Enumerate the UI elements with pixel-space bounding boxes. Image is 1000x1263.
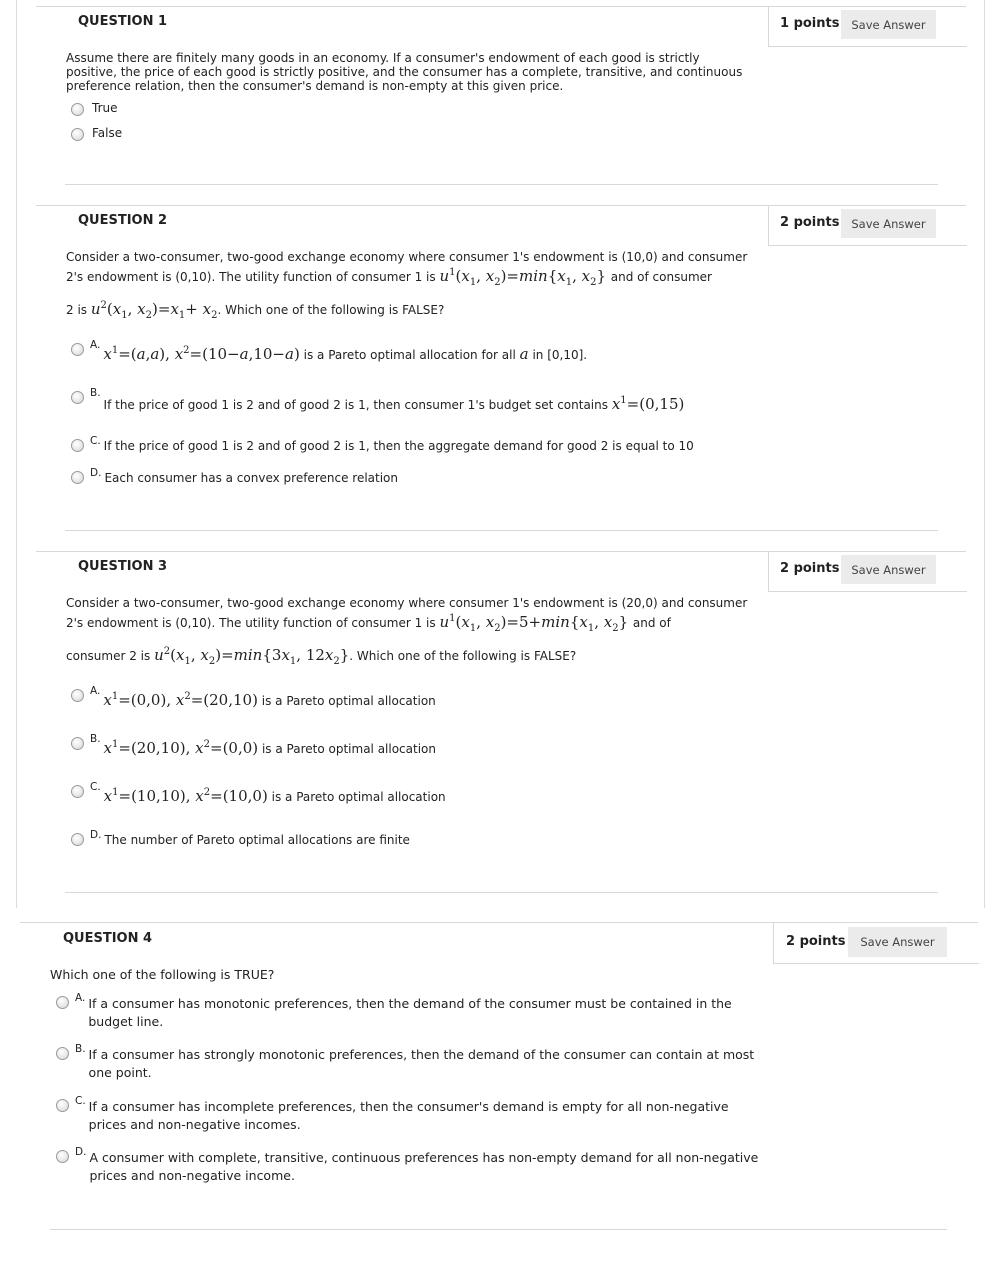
q3-text-line-3 — [66, 645, 576, 669]
radio-button[interactable] — [71, 343, 84, 356]
option-letter: B. — [75, 1043, 86, 1055]
q3-text-line-2 — [66, 612, 671, 636]
option-text — [104, 392, 685, 414]
option-letter: A. — [90, 685, 101, 697]
q3-optA-formula: $x^1=(0,0)$, $x^2=(20,10)$ — [103, 691, 258, 709]
option-label: is a Pareto optimal allocation for all — [303, 348, 516, 362]
right-frame-line — [984, 0, 985, 908]
option-letter: C. — [75, 1095, 86, 1107]
option-line: prices and non-negative incomes. — [88, 1117, 301, 1132]
q3-optB-formula: $x^1=(20,10)$, $x^2=(0,0)$ — [103, 739, 259, 757]
q1-option-false[interactable] — [71, 127, 122, 142]
q3-option-c[interactable] — [71, 781, 446, 806]
q3-text-part: . Which one of the following is FALSE? — [349, 649, 577, 663]
q2-save-answer-button[interactable]: Save Answer — [841, 209, 936, 238]
q2-option-c[interactable] — [71, 435, 694, 455]
q2-option-a[interactable] — [71, 339, 588, 364]
q3-text-part: 2's endowment is (0,10). The utility function of consumer 1 is — [66, 616, 436, 630]
q2-optB-formula: $x^1=(0,15)$ — [611, 395, 685, 413]
option-text — [89, 1046, 755, 1082]
q3-text-part: consumer 2 is — [66, 649, 151, 663]
q1-text-line: Assume there are finitely many goods in an economy. If a consumer's endowment of each good is strictly — [66, 51, 700, 65]
option-letter: D. — [90, 829, 102, 841]
q1-points: 1 points — [780, 16, 840, 31]
option-letter: B. — [90, 733, 101, 745]
q1-option-true[interactable] — [71, 102, 118, 117]
q3-text-line-1: Consider a two-consumer, two-good exchange economy where consumer 1's endowment is (20,0) and consumer — [66, 596, 748, 610]
option-letter: C. — [90, 435, 101, 447]
option-text — [104, 736, 436, 758]
option-label: is a Pareto optimal allocation — [261, 694, 436, 708]
q2-bottom-divider — [65, 530, 938, 531]
radio-button[interactable] — [71, 439, 84, 452]
option-label: If the price of good 1 is 2 and of good 2 is 1, then the aggregate demand for good 2 is equal to 10 — [103, 439, 694, 453]
option-text — [103, 688, 435, 710]
option-text — [103, 342, 587, 364]
radio-button[interactable] — [71, 689, 84, 702]
option-label: False — [92, 126, 123, 140]
q4-option-a[interactable] — [56, 992, 732, 1031]
option-label: in [0,10]. — [532, 348, 588, 362]
q4-option-d[interactable] — [56, 1146, 759, 1185]
q3-optC-formula: $x^1=(10,10)$, $x^2=(10,0)$ — [103, 787, 268, 805]
option-line: A consumer with complete, transitive, continuous preferences has non-empty demand for all non-negative — [89, 1150, 759, 1165]
q2-points: 2 points — [780, 215, 840, 230]
option-label: True — [92, 101, 118, 115]
q3-title: QUESTION 3 — [78, 559, 168, 574]
option-line: If a consumer has strongly monotonic preferences, then the demand of the consumer can contain at most — [88, 1047, 755, 1062]
option-letter: C. — [90, 781, 101, 793]
radio-button[interactable] — [71, 128, 84, 141]
q2-title: QUESTION 2 — [78, 213, 168, 228]
q3-text-part: and of — [632, 616, 671, 630]
q1-title: QUESTION 1 — [78, 14, 168, 29]
q4-bottom-divider — [50, 1229, 947, 1230]
q2-text-line-1: Consider a two-consumer, two-good exchange economy where consumer 1's endowment is (10,0) and consumer — [66, 250, 748, 264]
radio-button[interactable] — [71, 103, 84, 116]
q2-text-line-3 — [66, 299, 444, 323]
option-line: If a consumer has monotonic preferences, then the demand of the consumer must be contained in the — [88, 996, 732, 1011]
q1-bottom-divider — [65, 184, 938, 185]
radio-button[interactable] — [71, 833, 84, 846]
q2-option-d[interactable] — [71, 467, 398, 487]
q4-title: QUESTION 4 — [63, 931, 153, 946]
q1-question-text — [66, 51, 756, 93]
option-text — [89, 1098, 729, 1134]
q1-text-line: positive, the price of each good is strictly positive, and the consumer has a complete, transitive, and continuous — [66, 65, 743, 79]
option-letter: D. — [90, 467, 102, 479]
option-text — [104, 784, 446, 806]
q4-option-c[interactable] — [56, 1095, 729, 1134]
option-text — [88, 995, 731, 1031]
radio-button[interactable] — [71, 391, 84, 404]
radio-button[interactable] — [56, 996, 69, 1009]
radio-button[interactable] — [56, 1150, 69, 1163]
option-line: prices and non-negative income. — [89, 1168, 295, 1183]
q4-option-b[interactable] — [56, 1043, 755, 1082]
left-frame-line — [16, 0, 17, 908]
q3-utility-2-formula: $u^2(x_1$, $x_2)=\min\{3x_1$, $12x_2$} — [154, 646, 350, 667]
option-label: If the price of good 1 is 2 and of good 2 is 1, then consumer 1's budget set contains — [103, 398, 608, 412]
radio-button[interactable] — [71, 737, 84, 750]
q3-option-d[interactable] — [71, 829, 410, 849]
q3-bottom-divider — [65, 892, 938, 893]
q1-text-line: preference relation, then the consumer's demand is non-empty at this given price. — [66, 79, 564, 93]
radio-button[interactable] — [71, 471, 84, 484]
q4-points: 2 points — [786, 934, 846, 949]
option-label: is a Pareto optimal allocation — [261, 742, 436, 756]
q2-optA-formula: $x^1=(a,a)$, $x^2=(10-a,10-a)$ — [103, 345, 300, 363]
q3-points: 2 points — [780, 561, 840, 576]
q2-option-b[interactable] — [71, 387, 685, 414]
radio-button[interactable] — [56, 1047, 69, 1060]
option-letter: A. — [75, 992, 86, 1004]
option-line: If a consumer has incomplete preferences, then the consumer's demand is empty for all non-negative — [88, 1099, 729, 1114]
q2-utility-1-formula: $u^1(x_1$, $x_2)=\min\{x_1$, $x_2$} — [439, 267, 611, 288]
q3-option-a[interactable] — [71, 685, 436, 710]
radio-button[interactable] — [71, 785, 84, 798]
option-line: budget line. — [88, 1014, 164, 1029]
option-letter: D. — [75, 1146, 87, 1158]
q3-utility-1-formula: $u^1(x_1$, $x_2)=5+\min\{x_1$, $x_2$} — [439, 613, 633, 634]
option-line: one point. — [88, 1065, 152, 1080]
option-letter: A. — [90, 339, 101, 351]
q2-text-part: 2 is — [66, 303, 88, 317]
q4-prompt: Which one of the following is TRUE? — [50, 967, 275, 982]
option-text — [89, 1149, 758, 1185]
q1-save-answer-button[interactable]: Save Answer — [841, 10, 936, 39]
q2-text-part: . Which one of the following is FALSE? — [217, 303, 445, 317]
option-label: is a Pareto optimal allocation — [271, 790, 446, 804]
q2-text-part: and of consumer — [610, 270, 712, 284]
option-label: Each consumer has a convex preference relation — [104, 471, 398, 485]
q2-utility-2-formula: $u^2(x_1$, $x_2)=x_1+ x_2$ — [90, 300, 218, 321]
q3-option-b[interactable] — [71, 733, 436, 758]
option-label: The number of Pareto optimal allocations are finite — [104, 833, 410, 847]
q3-save-answer-button[interactable]: Save Answer — [841, 555, 936, 584]
q2-optA-var: a — [519, 345, 529, 363]
q4-save-answer-button[interactable]: Save Answer — [848, 927, 947, 957]
radio-button[interactable] — [56, 1099, 69, 1112]
option-letter: B. — [90, 387, 101, 399]
q2-text-part: 2's endowment is (0,10). The utility function of consumer 1 is — [66, 270, 436, 284]
q2-text-line-2 — [66, 266, 712, 290]
